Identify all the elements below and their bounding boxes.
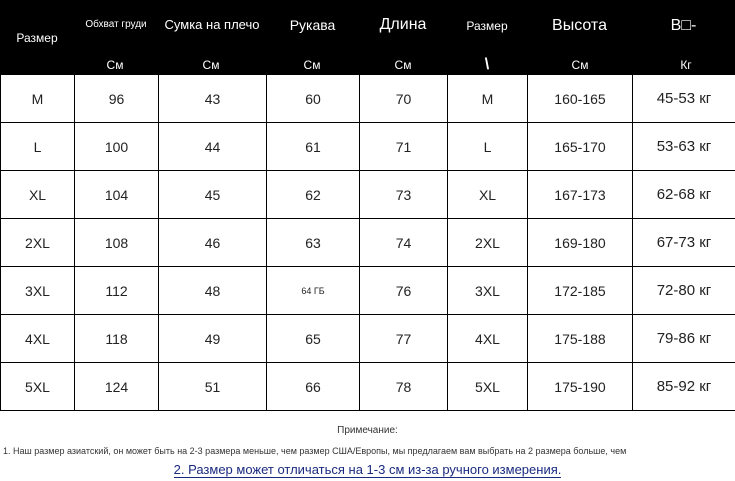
length-cell: 76 — [360, 267, 448, 315]
note-measurement — [0, 462, 735, 477]
header-col-weight — [632, 0, 735, 74]
header-shoulder-label: Сумка на плечо — [164, 17, 260, 32]
header-size2-label: Размер — [466, 19, 508, 33]
chest-cell: 112 — [75, 267, 159, 315]
length-cell: 74 — [360, 219, 448, 267]
weight-cell: 62-68 кг — [633, 171, 735, 219]
shoulder-cell: 49 — [159, 315, 267, 363]
header-sleeve-unit: См — [291, 56, 333, 75]
note-asian-size: 1. Наш размер азиатский, он может быть на 2-3 размера меньше, чем размер США/Европы, мы предлагаем вам выбрать на 2 размера больше, чем — [3, 446, 627, 456]
size-cell: XL — [1, 171, 75, 219]
table-row — [1, 267, 735, 315]
table-row — [1, 123, 735, 171]
table-row — [1, 315, 735, 363]
size2-cell: 2XL — [448, 219, 528, 267]
shoulder-cell: 48 — [159, 267, 267, 315]
size2-cell: 5XL — [448, 363, 528, 411]
size2-cell: 3XL — [448, 267, 528, 315]
header-weight-unit: Кг — [650, 56, 722, 75]
weight-cell: 67-73 кг — [633, 219, 735, 267]
table-row — [1, 219, 735, 267]
shoulder-cell: 45 — [159, 171, 267, 219]
chest-cell: 118 — [75, 315, 159, 363]
height-cell: 175-190 — [528, 363, 633, 411]
size-cell: 5XL — [1, 363, 75, 411]
height-cell: 167-173 — [528, 171, 633, 219]
chest-cell: 100 — [75, 123, 159, 171]
header-col-size-2 — [447, 0, 527, 74]
shoulder-cell: 51 — [159, 363, 267, 411]
size2-cell: 4XL — [448, 315, 528, 363]
sleeve-cell: 64 ГБ — [267, 267, 360, 315]
shoulder-cell: 44 — [159, 123, 267, 171]
size-cell: 4XL — [1, 315, 75, 363]
notes-section — [0, 420, 735, 481]
chest-cell: 124 — [75, 363, 159, 411]
table-row — [1, 171, 735, 219]
size-cell: 3XL — [1, 267, 75, 315]
weight-cell: 85-92 кг — [633, 363, 735, 411]
size2-cell: XL — [448, 171, 528, 219]
length-cell: 77 — [360, 315, 448, 363]
size2-cell: M — [448, 75, 528, 123]
header-col-chest — [74, 0, 158, 74]
header-col-height — [527, 0, 632, 74]
notes-title: Примечание: — [337, 425, 398, 436]
weight-cell: 72-80 кг — [633, 267, 735, 315]
length-cell: 70 — [360, 75, 448, 123]
height-cell: 172-185 — [528, 267, 633, 315]
size2-cell: L — [448, 123, 528, 171]
header-chest-unit: См — [94, 56, 136, 75]
table-row — [1, 75, 735, 123]
header-col-size — [0, 0, 74, 74]
length-cell: 71 — [360, 123, 448, 171]
header-sleeve-label: Рукава — [289, 17, 336, 33]
height-cell: 175-188 — [528, 315, 633, 363]
header-col-shoulder — [158, 0, 266, 74]
chest-cell: 108 — [75, 219, 159, 267]
height-cell: 160-165 — [528, 75, 633, 123]
weight-cell: 45-53 кг — [633, 75, 735, 123]
note-measurement-text: 2. Размер может отличаться на 1-3 см из-за ручного измерения. — [173, 462, 562, 477]
sleeve-cell: 63 — [267, 219, 360, 267]
header-shoulder-unit: См — [190, 56, 232, 75]
sleeve-cell: 61 — [267, 123, 360, 171]
height-cell: 169-180 — [528, 219, 633, 267]
header-length-unit: См — [381, 56, 425, 75]
weight-cell: 53-63 кг — [633, 123, 735, 171]
sleeve-cell: 60 — [267, 75, 360, 123]
size-cell: L — [1, 123, 75, 171]
header-col-length — [359, 0, 447, 74]
size-chart-header — [0, 0, 735, 74]
weight-cell: 79-86 кг — [633, 315, 735, 363]
sleeve-cell: 65 — [267, 315, 360, 363]
shoulder-cell: 46 — [159, 219, 267, 267]
chest-cell: 104 — [75, 171, 159, 219]
sleeve-cell: 66 — [267, 363, 360, 411]
sleeve-cell: 62 — [267, 171, 360, 219]
chest-cell: 96 — [75, 75, 159, 123]
table-row — [1, 363, 735, 411]
header-col-sleeve — [266, 0, 359, 74]
size-cell: M — [1, 75, 75, 123]
length-cell: 73 — [360, 171, 448, 219]
shoulder-cell: 43 — [159, 75, 267, 123]
length-cell: 78 — [360, 363, 448, 411]
header-height-unit: См — [554, 56, 606, 75]
height-cell: 165-170 — [528, 123, 633, 171]
header-size-label: Размер — [16, 31, 58, 45]
header-weight-label: B□- — [670, 17, 697, 34]
header-length-label: Длина — [379, 16, 427, 33]
header-chest-label: Обхват груди — [85, 19, 147, 30]
size-table — [0, 74, 735, 411]
header-height-label: Высота — [552, 17, 607, 34]
size-cell: 2XL — [1, 219, 75, 267]
header-size2-unit: \ — [484, 56, 490, 73]
